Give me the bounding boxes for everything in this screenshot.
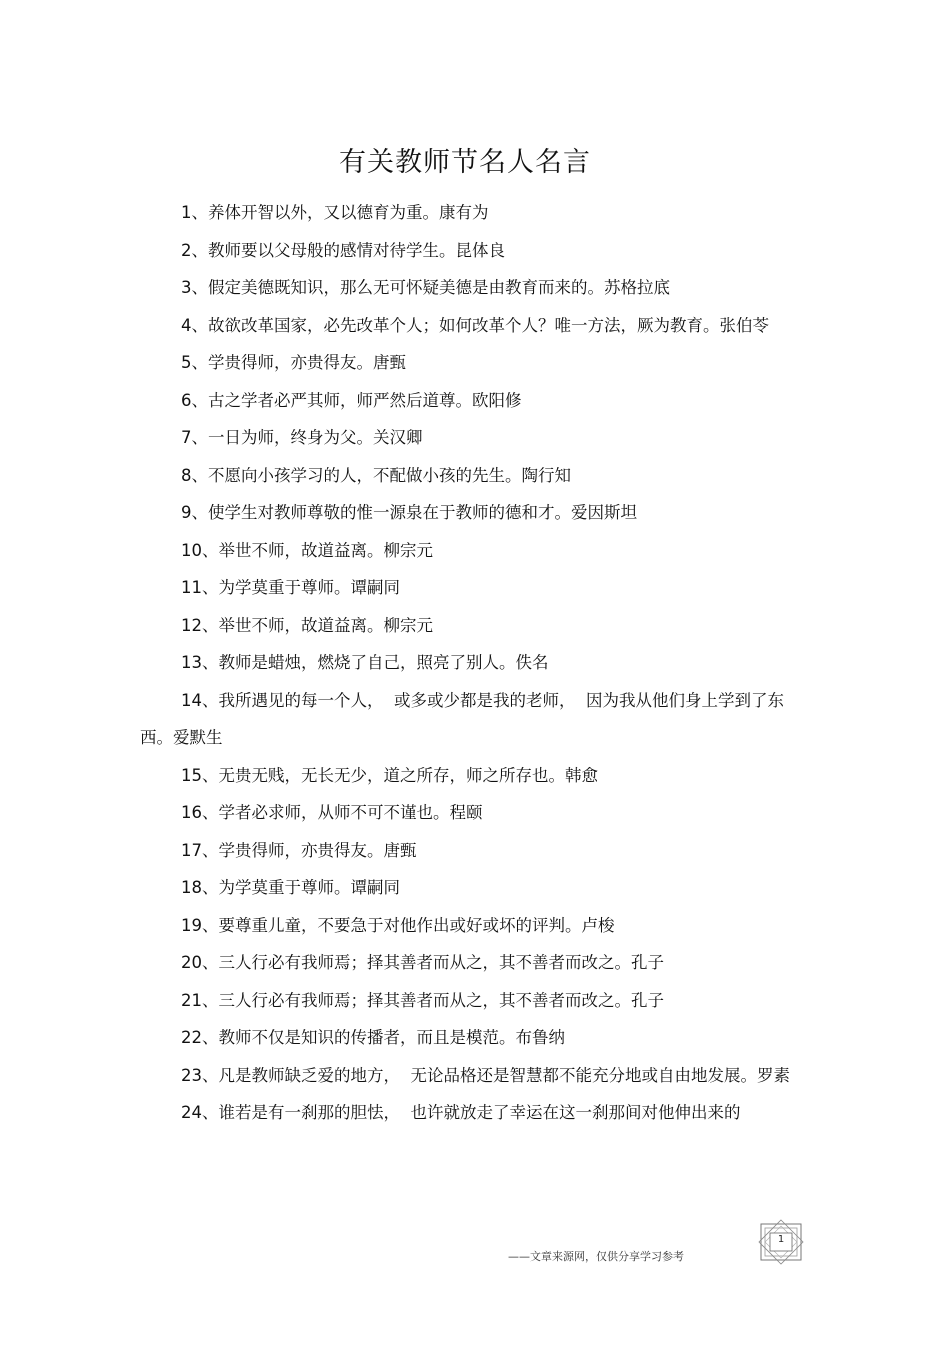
quote-item: 4、故欲改革国家，必先改革个人；如何改革个人？唯一方法，厥为教育。张伯苓 (181, 315, 769, 335)
quote-item: 3、假定美德既知识，那么无可怀疑美德是由教育而来的。苏格拉底 (181, 278, 670, 297)
quote-item: 15、无贵无贱，无长无少，道之所存，师之所存也。韩愈 (181, 765, 598, 785)
quote-item: 9、使学生对教师尊敬的惟一源泉在于教师的德和才。爱因斯坦 (181, 503, 637, 522)
page-number: 1 (777, 1234, 785, 1245)
quote-item: 22、教师不仅是知识的传播者，而且是模范。布鲁纳 (181, 1028, 565, 1047)
quote-item: 16、学者必求师，从师不可不谨也。程颐 (181, 803, 483, 822)
quote-item: 13、教师是蜡烛，燃烧了自己，照亮了别人。佚名 (181, 653, 549, 672)
page-title: 有关教师节名人名言 (339, 147, 591, 178)
quote-list (0, 194, 950, 1132)
footer-source-note: ——文章来源网，仅供分享学习参考 (508, 1250, 684, 1263)
quote-item: 19、要尊重儿童，不要急于对他作出或好或坏的评判。卢梭 (181, 915, 615, 935)
quote-item: 17、学贵得师，亦贵得友。唐甄 (181, 840, 417, 860)
quote-item: 12、举世不师，故道益离。柳宗元 (181, 615, 433, 635)
quote-item: 7、一日为师，终身为父。关汉卿 (181, 428, 423, 447)
quote-item: 2、教师要以父母般的感情对待学生。昆体良 (181, 240, 505, 260)
quote-item: 23、凡是教师缺乏爱的地方， 无论品格还是智慧都不能充分地或自由地发展。罗素 (181, 1065, 790, 1085)
quote-item: 14、我所遇见的每一个人， 或多或少都是我的老师， 因为我从他们身上学到了东西。爱默生 (140, 690, 784, 747)
quote-item: 24、谁若是有一刹那的胆怯， 也许就放走了幸运在这一刹那间对他伸出来的 (181, 1103, 741, 1122)
quote-item: 10、举世不师，故道益离。柳宗元 (181, 540, 433, 560)
quote-item: 11、为学莫重于尊师。谭嗣同 (181, 578, 400, 597)
quote-item: 6、古之学者必严其师，师严然后道尊。欧阳修 (181, 390, 522, 410)
quote-item: 18、为学莫重于尊师。谭嗣同 (181, 878, 400, 897)
quote-item: 5、学贵得师，亦贵得友。唐甄 (181, 353, 406, 372)
quote-item: 8、不愿向小孩学习的人，不配做小孩的先生。陶行知 (181, 465, 571, 485)
quote-item: 21、三人行必有我师焉；择其善者而从之，其不善者而改之。孔子 (181, 990, 664, 1010)
quote-item: 1、养体开智以外，又以德育为重。康有为 (181, 203, 489, 222)
quote-item: 20、三人行必有我师焉；择其善者而从之，其不善者而改之。孔子 (181, 953, 664, 972)
